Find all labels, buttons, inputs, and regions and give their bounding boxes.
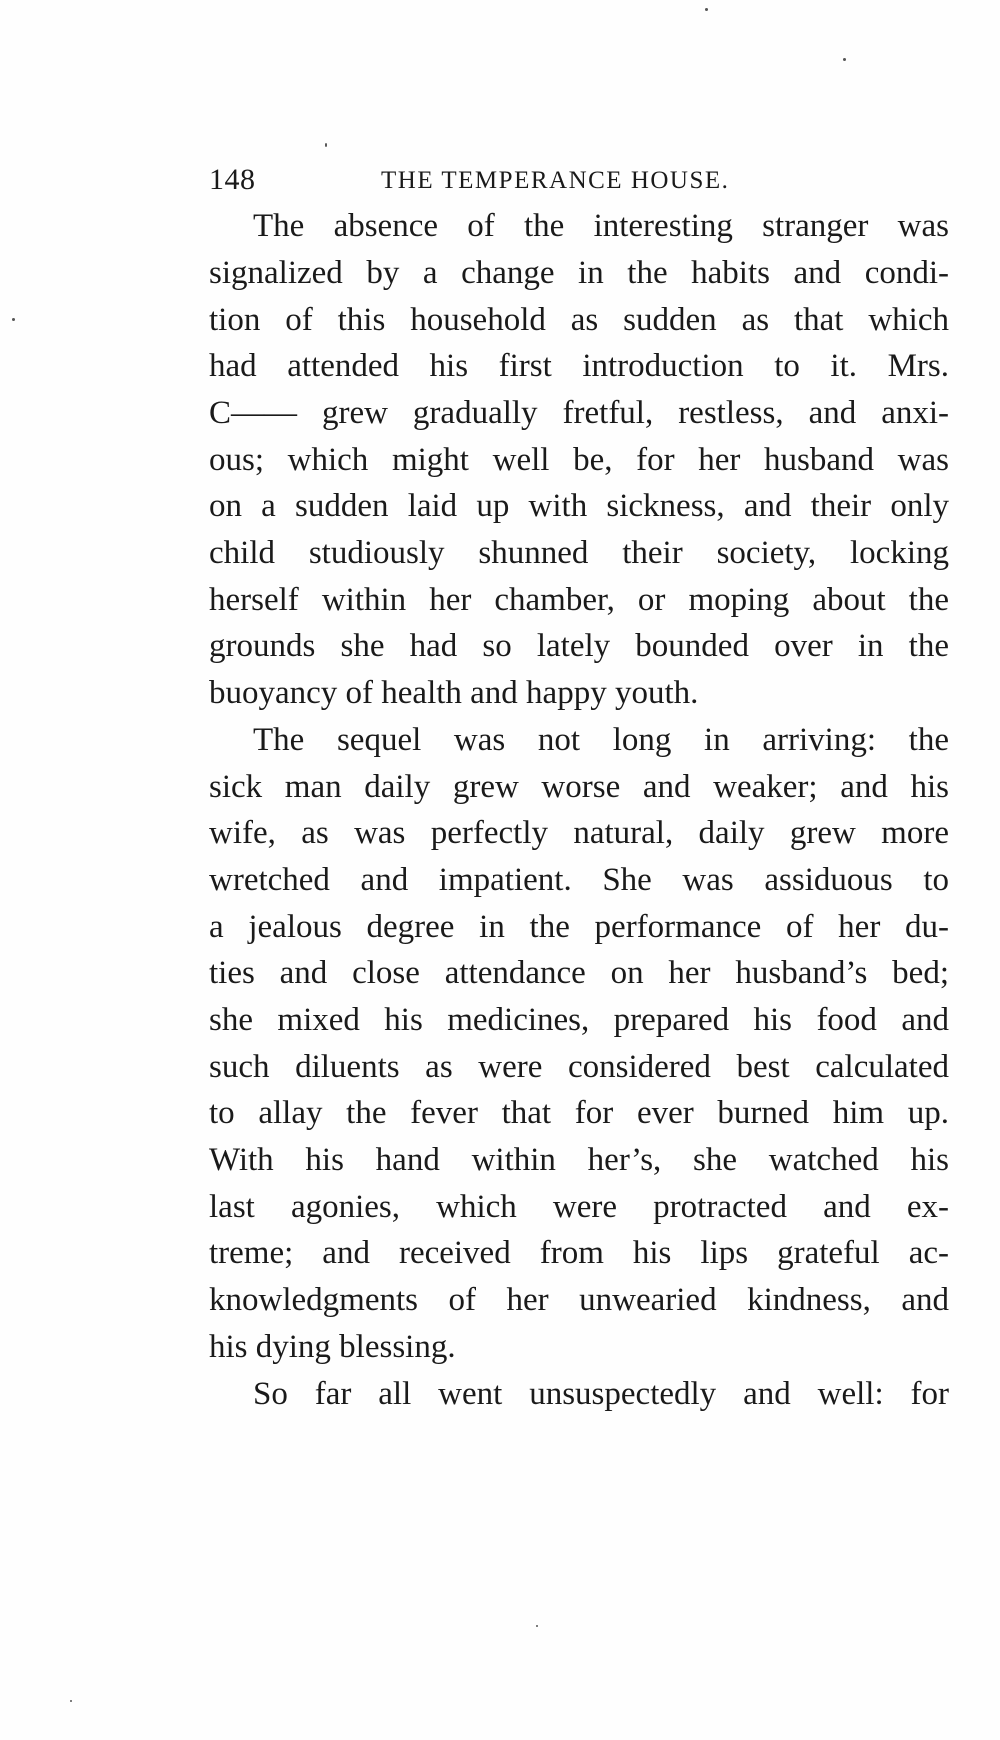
scan-speck	[536, 1625, 538, 1627]
page-number: 148	[209, 163, 256, 196]
text-line: With his hand within her’s, she watched his	[209, 1142, 949, 1178]
text-line: she mixed his medicines, prepared his food and	[209, 1002, 949, 1038]
text-line: last agonies, which were protracted and ex-	[209, 1189, 949, 1225]
text-line: treme; and received from his lips grateful ac-	[209, 1235, 949, 1271]
scan-speck	[705, 8, 708, 11]
text-line: buoyancy of health and happy youth.	[209, 675, 699, 711]
running-title: THE TEMPERANCE HOUSE.	[381, 167, 730, 194]
text-line: to allay the fever that for ever burned him up.	[209, 1095, 949, 1131]
text-line: herself within her chamber, or moping about the	[209, 582, 949, 618]
text-line: knowledgments of her unwearied kindness, and	[209, 1282, 949, 1318]
text-line: grounds she had so lately bounded over in the	[209, 628, 949, 664]
text-line: The absence of the interesting stranger was	[253, 208, 949, 244]
scan-speck	[70, 1700, 72, 1702]
scan-speck	[12, 318, 15, 321]
text-line: signalized by a change in the habits and condi-	[209, 255, 949, 291]
text-line: such diluents as were considered best calculated	[209, 1049, 949, 1085]
text-line: on a sudden laid up with sickness, and their only	[209, 488, 949, 524]
text-line: ous; which might well be, for her husband was	[209, 442, 949, 478]
scan-speck	[843, 58, 846, 61]
text-line: a jealous degree in the performance of her du-	[209, 909, 949, 945]
text-line: So far all went unsuspectedly and well: for	[253, 1376, 949, 1412]
scan-speck	[325, 143, 327, 147]
text-line: wretched and impatient. She was assiduous to	[209, 862, 949, 898]
text-line: wife, as was perfectly natural, daily grew more	[209, 815, 949, 851]
text-line: child studiously shunned their society, locking	[209, 535, 949, 571]
text-line: The sequel was not long in arriving: the	[253, 722, 949, 758]
text-line: had attended his first introduction to it. Mrs.	[209, 348, 949, 384]
text-line: ties and close attendance on her husband’s bed;	[209, 955, 949, 991]
page-header	[209, 163, 949, 203]
text-line: tion of this household as sudden as that which	[209, 302, 949, 338]
text-line: C—— grew gradually fretful, restless, and anxi-	[209, 395, 949, 431]
text-line: sick man daily grew worse and weaker; and his	[209, 769, 949, 805]
text-line: his dying blessing.	[209, 1329, 456, 1365]
